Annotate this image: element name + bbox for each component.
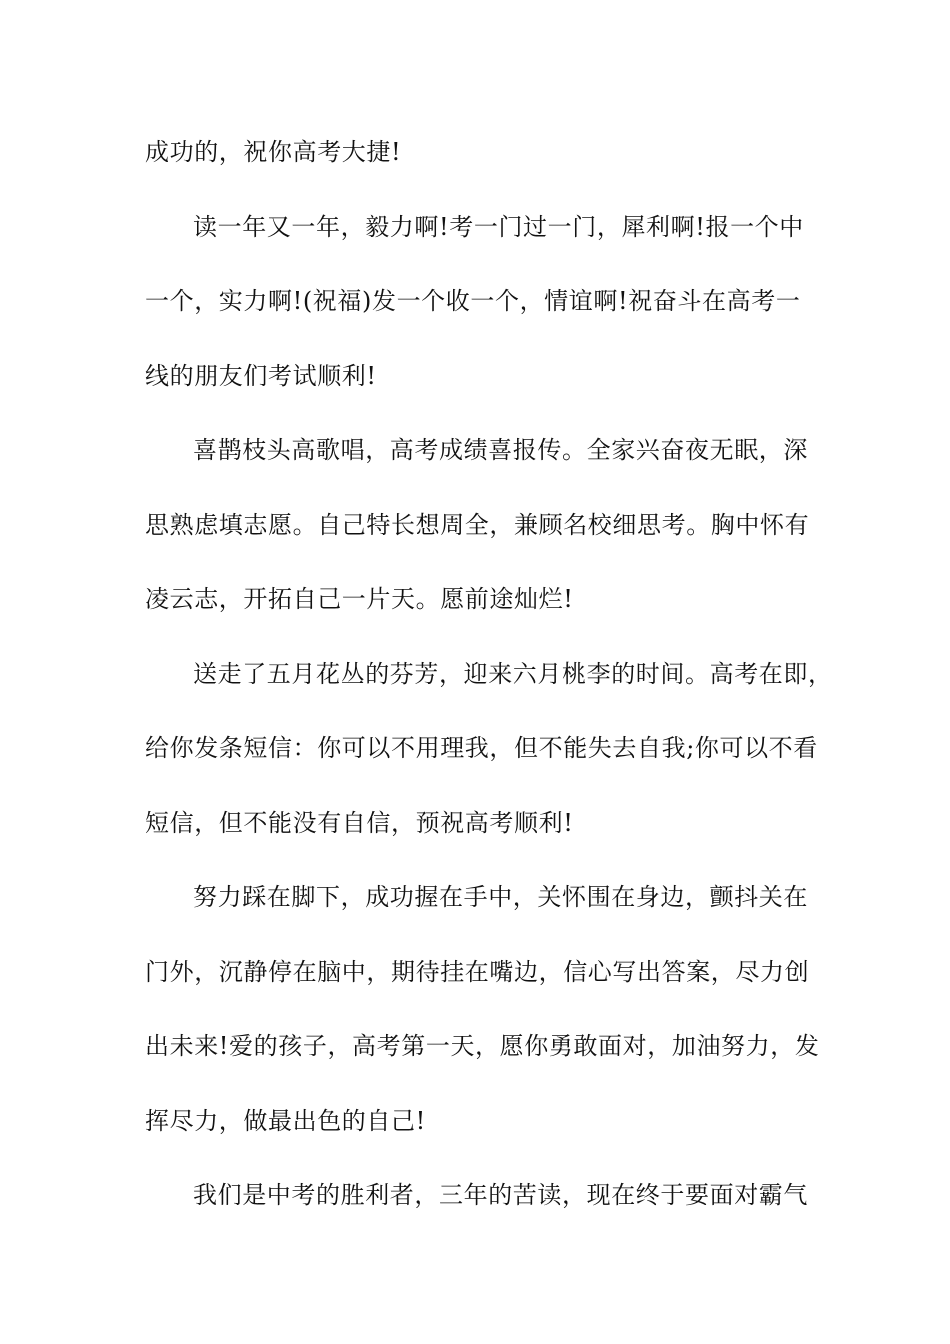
paragraph-first-line: 读一年又一年，毅力啊!考一门过一门，犀利啊!报一个中 <box>193 212 804 241</box>
body-text <box>145 128 833 1246</box>
text-line: 给你发条短信：你可以不用理我，但不能失去自我;你可以不看 <box>145 734 818 762</box>
paragraph-first-line: 送走了五月花丛的芬芳，迎来六月桃李的时间。高考在即， <box>193 659 833 688</box>
text-line: 短信，但不能没有自信，预祝高考顺利! <box>145 808 574 837</box>
text-line: 线的朋友们考试顺利! <box>145 361 377 390</box>
text-line: 门外，沉静停在脑中，期待挂在嘴边，信心写出答案，尽力创 <box>145 957 810 986</box>
text-line: 挥尽力，做最出色的自己! <box>145 1106 426 1135</box>
paragraph-first-line: 努力踩在脚下，成功握在手中，关怀围在身边，颤抖关在 <box>193 883 808 911</box>
text-line: 凌云志，开拓自己一片天。愿前途灿烂! <box>145 585 574 613</box>
text-line: 一个，实力啊!(祝福)发一个收一个，情谊啊!祝奋斗在高考一 <box>145 287 801 315</box>
paragraph-first-line: 我们是中考的胜利者，三年的苦读，现在终于要面对霸气 <box>193 1181 808 1209</box>
text-line: 出未来!爱的孩子，高考第一天，愿你勇敢面对，加油努力，发 <box>145 1032 820 1060</box>
text-line: 思熟虑填志愿。自己特长想周全，兼顾名校细思考。胸中怀有 <box>145 510 810 539</box>
text-line: 成功的，祝你高考大捷! <box>145 138 402 166</box>
paragraph-first-line: 喜鹊枝头高歌唱，高考成绩喜报传。全家兴奋夜无眠，深 <box>193 436 808 464</box>
